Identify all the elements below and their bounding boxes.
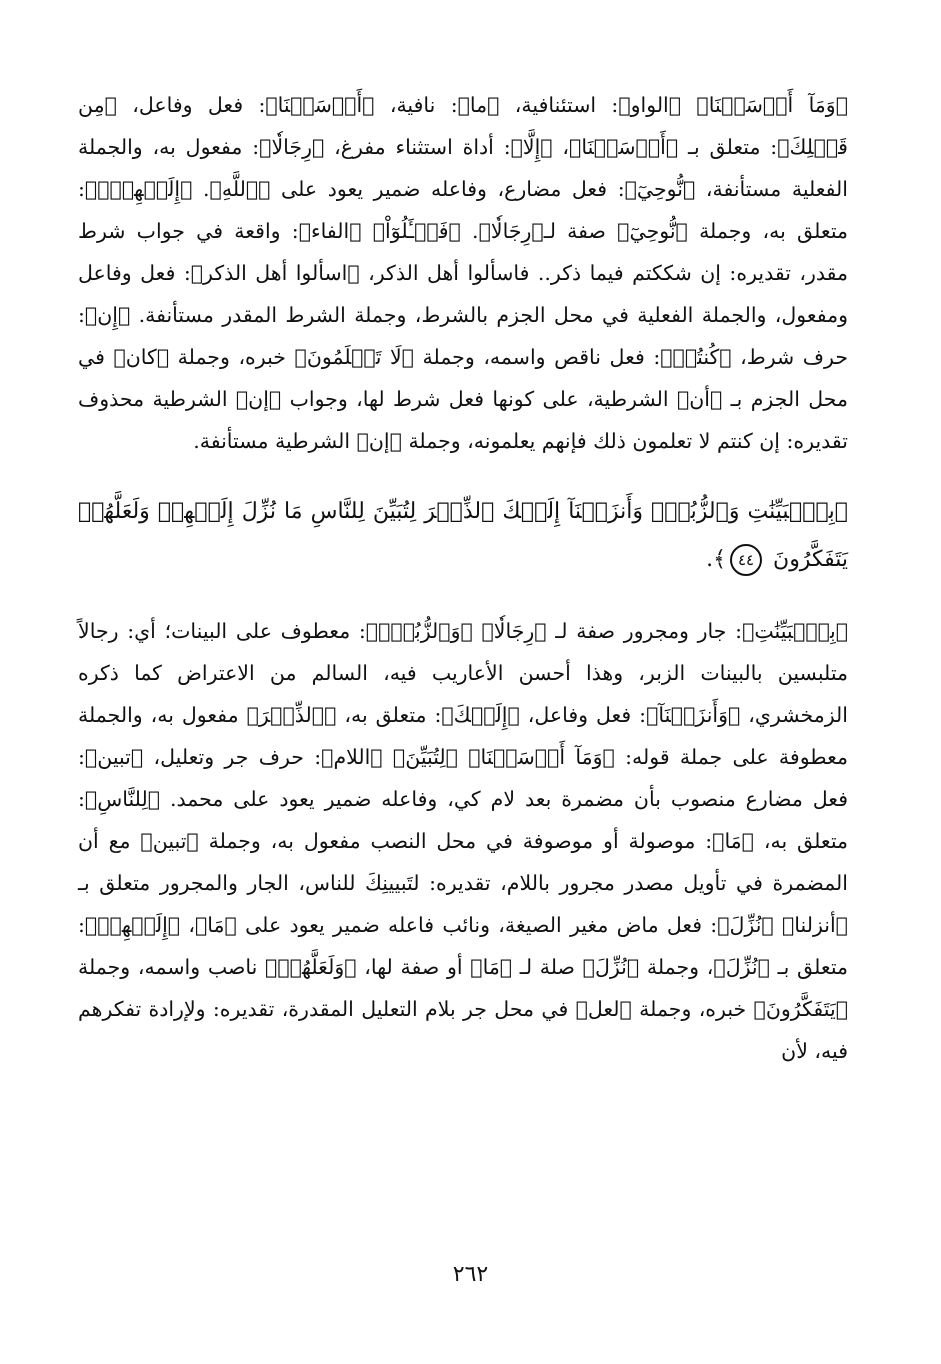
- verse-text: ﴿بِٱلۡبَيِّنَٰتِ وَٱلزُّبُرِۗ وَأَنزَلۡنَآ إِلَيۡكَ ٱلذِّكۡرَ لِتُبَيِّنَ لِلنَّاسِ مَا نُزِّلَ إِلَيۡهِمۡ وَلَعَلَّهُمۡ يَتَفَكَّرُونَ: [78, 499, 848, 572]
- verse-closing: ﴾.: [706, 547, 727, 572]
- page-body: [78, 84, 848, 1072]
- paragraph-grammar-2: ﴿بِٱلۡبَيِّنَٰتِ﴾: جار ومجرور صفة لـ ﴿رِجَالٗا﴾ ﴿وَٱلزُّبُرِۗ﴾: معطوف على البينات؛ أي: رجالاً متلبسين بالبينات الزبر، وهذا أحسن الأعاريب فيه، السالم من الاعتراض كما ذكره الزمخشري، ﴿وَأَنزَلۡنَآ﴾: فعل وفاعل، ﴿إِلَيۡكَ﴾: متعلق به، ﴿ٱلذِّكۡرَ﴾ مفعول به، والجملة معطوفة على جملة قوله: ﴿وَمَآ أَرۡسَلۡنَا﴾ ﴿لِتُبَيِّنَ﴾ ﴿اللام﴾: حرف جر وتعليل، ﴿تبين﴾: فعل مضارع منصوب بأن مضمرة بعد لام كي، وفاعله ضمير يعود على محمد. ﴿لِلنَّاسِ﴾: متعلق به، ﴿مَا﴾: موصولة أو موصوفة في محل النصب مفعول به، وجملة ﴿تبين﴾ مع أن المضمرة في تأويل مصدر مجرور باللام، تقديره: لتَبيينِكَ للناس، الجار والمجرور متعلق بـ ﴿أنزلنا﴾ ﴿نُزِّلَ﴾: فعل ماض مغير الصيغة، ونائب فاعله ضمير يعود على ﴿مَا﴾، ﴿إِلَيۡهِمۡ﴾: متعلق بـ ﴿نُزِّلَ﴾، وجملة ﴿نُزِّلَ﴾ صلة لـ ﴿مَا﴾ أو صفة لها، ﴿وَلَعَلَّهُمۡ﴾ ناصب واسمه، وجملة ﴿يَتَفَكَّرُونَ﴾ خبره، وجملة ﴿لعل﴾ في محل جر بلام التعليل المقدرة، تقديره: ولإرادة تفكرهم فيه، لأن: [78, 619, 848, 1063]
- paragraph-grammar-1: ﴿وَمَآ أَرۡسَلۡنَا﴾ ﴿الواو﴾: استئنافية، ﴿ما﴾: نافية، ﴿أَرۡسَلۡنَا﴾: فعل وفاعل، ﴿مِن قَبۡلِكَ﴾: متعلق بـ ﴿أَرۡسَلۡنَا﴾، ﴿إِلَّا﴾: أداة استثناء مفرغ، ﴿رِجَالٗا﴾: مفعول به، والجملة الفعلية مستأنفة، ﴿نُّوحِيٓ﴾: فعل مضارع، وفاعله ضمير يعود على ﴿ٱللَّهِ﴾. ﴿إِلَيۡهِمۡۚ﴾: متعلق به، وجملة ﴿نُّوحِيٓ﴾ صفة لـ﴿رِجَالٗا﴾. ﴿فَسۡـَٔلُوٓاْ﴾ ﴿الفاء﴾: واقعة في جواب شرط مقدر، تقديره: إن شككتم فيما ذكر.. فاسألوا أهل الذكر، ﴿اسألوا أهل الذكر﴾: فعل وفاعل ومفعول، والجملة الفعلية في محل الجزم بالشرط، وجملة الشرط المقدر مستأنفة. ﴿إِن﴾: حرف شرط، ﴿كُنتُمۡ﴾: فعل ناقص واسمه، وجملة ﴿لَا تَعۡلَمُونَ﴾ خبره، وجملة ﴿كان﴾ في محل الجزم بـ ﴿أن﴾ الشرطية، على كونها فعل شرط لها، وجواب ﴿إن﴾ الشرطية محذوف تقديره: إن كنتم لا تعلمون ذلك فإنهم يعلمونه، وجملة ﴿إن﴾ الشرطية مستأنفة.: [78, 93, 848, 453]
- page-number: ٢٦٢: [452, 1262, 489, 1287]
- verse-number-badge: ٤٤: [730, 544, 762, 576]
- quran-verse: [78, 488, 848, 584]
